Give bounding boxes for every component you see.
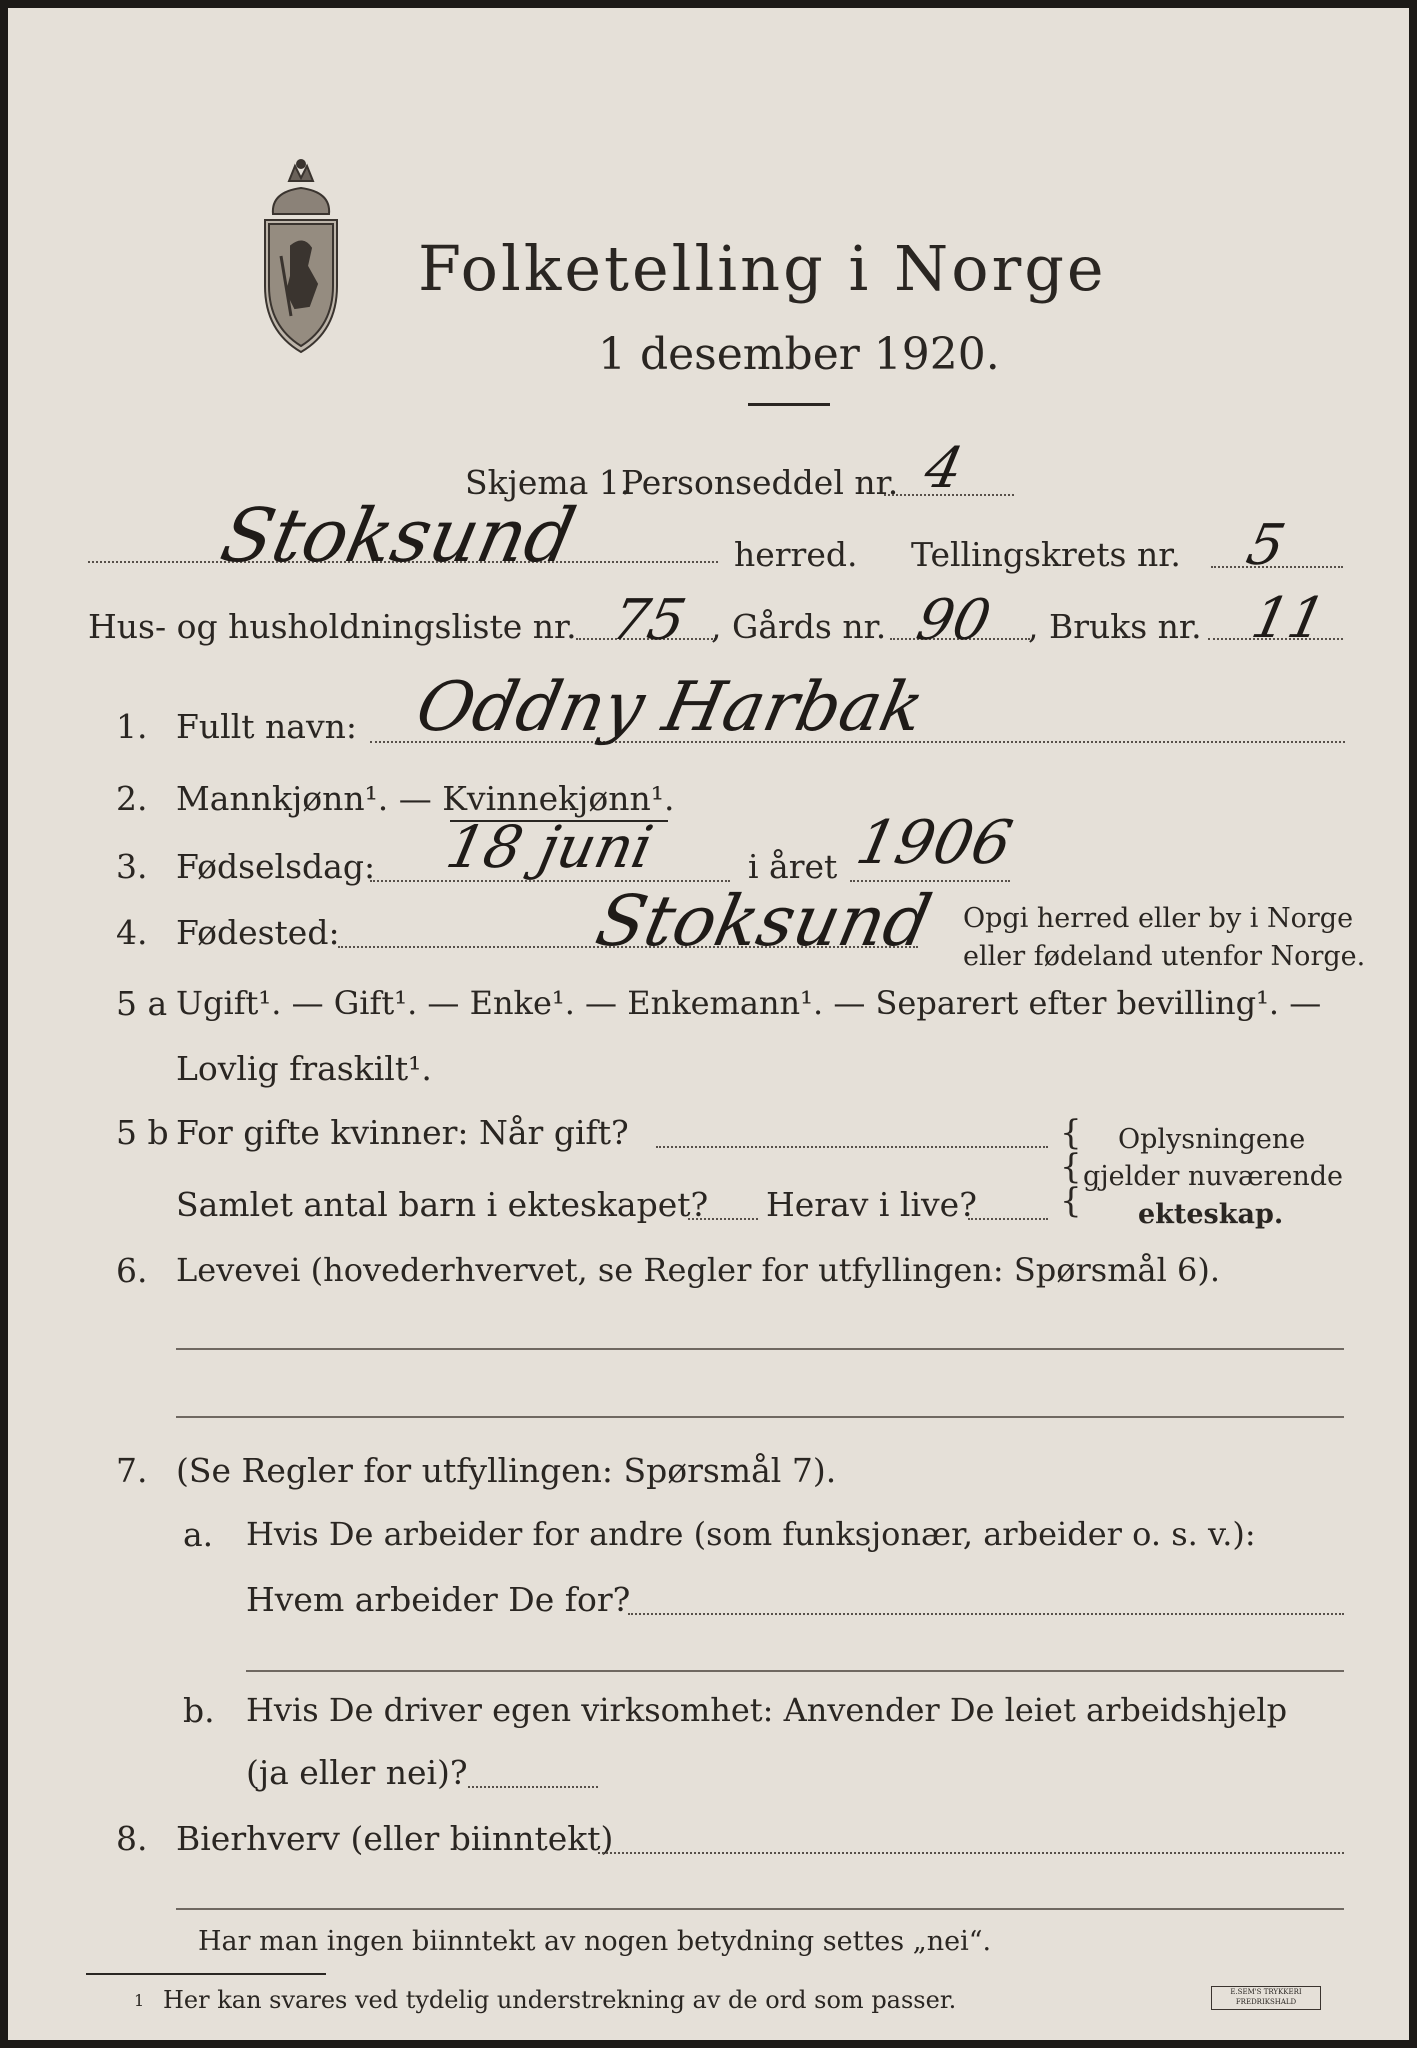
q8-answer-line[interactable] <box>176 1908 1344 1910</box>
q7b-line1: Hvis De driver egen virksomhet: Anvender De leiet arbeidshjelp <box>246 1691 1288 1729</box>
q2-label: Mannkjønn¹. — Kvinnekjønn¹. <box>176 779 675 818</box>
q5b-line2b: Herav i live? <box>766 1185 977 1224</box>
q7a-line1: Hvis De arbeider for andre (som funksjonær, arbeider o. s. v.): <box>246 1515 1256 1553</box>
q2-number: 2. <box>116 779 148 818</box>
footnote-text: Her kan svares ved tydelig understrekning av de ord som passer. <box>163 1986 957 2014</box>
q1-value: Oddny Harbak <box>409 668 931 747</box>
q7b-field[interactable] <box>468 1786 598 1788</box>
census-form-sheet <box>8 8 1409 2040</box>
q8-field[interactable] <box>598 1852 1344 1854</box>
q6-answer-line2[interactable] <box>176 1416 1344 1418</box>
printer-stamp-text: E.SEM'S TRYKKERI FREDRIKSHALD <box>1230 1988 1302 2006</box>
q5a-line1: Ugift¹. — Gift¹. — Enke¹. — Enkemann¹. — Separert efter bevilling¹. — <box>176 984 1322 1022</box>
q3-year-label: i året <box>748 847 838 886</box>
q8-number: 8. <box>116 1819 148 1858</box>
q3-label: Fødselsdag: <box>176 847 376 886</box>
q3-value: 18 juni <box>440 813 659 881</box>
herred-value: Stoksund <box>213 493 583 579</box>
q4-number: 4. <box>116 913 148 952</box>
hus-label: Hus- og husholdningsliste nr. <box>88 607 577 646</box>
q5b-brace: { { { <box>1060 1113 1082 1221</box>
q6-label: Levevei (hovederhvervet, se Regler for utfyllingen: Spørsmål 6). <box>176 1251 1221 1289</box>
q5b-gift-field[interactable] <box>656 1146 1048 1148</box>
q3-year-value: 1906 <box>850 808 1019 878</box>
form-title: Folketelling i Norge <box>418 232 1107 305</box>
printer-stamp <box>1211 1986 1321 2010</box>
bruks-label: , Bruks nr. <box>1028 607 1202 646</box>
q1-number: 1. <box>116 707 148 746</box>
q7b-line2: (ja eller nei)? <box>246 1753 468 1792</box>
q4-note-line1: Opgi herred eller by i Norge <box>963 903 1354 934</box>
coat-of-arms-icon <box>251 156 351 366</box>
herred-label: herred. <box>734 535 858 574</box>
footnote-rule <box>86 1973 326 1975</box>
tellingskrets-value: 5 <box>1241 513 1291 578</box>
schema-label: Skjema 1. <box>465 463 631 502</box>
gards-label: , Gårds nr. <box>711 607 887 646</box>
hus-value: 75 <box>606 588 692 653</box>
form-date: 1 desember 1920. <box>598 329 1000 380</box>
title-rule <box>748 403 830 406</box>
q7-label: (Se Regler for utfyllingen: Spørsmål 7). <box>176 1451 837 1490</box>
bruks-value: 11 <box>1246 586 1332 651</box>
q5b-number: 5 b <box>116 1113 169 1152</box>
q5a-line2: Lovlig fraskilt¹. <box>176 1049 432 1088</box>
q5a-number: 5 a <box>116 984 168 1023</box>
personseddel-label: Personseddel nr. <box>621 463 899 502</box>
q7a-field[interactable] <box>628 1613 1344 1615</box>
footer-note: Har man ingen biinntekt av nogen betydning settes „nei“. <box>198 1926 992 1957</box>
q5b-note-line1: Oplysningene <box>1118 1124 1306 1155</box>
q7-number: 7. <box>116 1451 148 1490</box>
tellingskrets-label: Tellingskrets nr. <box>911 535 1181 574</box>
q8-label: Bierhverv (eller biinntekt) <box>176 1819 614 1858</box>
q5b-note-line2: gjelder nuværende <box>1083 1161 1343 1192</box>
q4-note-line2: eller fødeland utenfor Norge. <box>963 941 1366 972</box>
q6-number: 6. <box>116 1251 148 1290</box>
q5b-note-line3: ekteskap. <box>1138 1199 1284 1230</box>
q7a-line2: Hvem arbeider De for? <box>246 1580 631 1619</box>
q7b-letter: b. <box>183 1691 215 1730</box>
q5b-ilive-field[interactable] <box>968 1218 1048 1220</box>
q7a-answer-line[interactable] <box>246 1670 1344 1672</box>
q5b-line2: Samlet antal barn i ekteskapet? <box>176 1185 709 1224</box>
q6-answer-line1[interactable] <box>176 1348 1344 1350</box>
q4-label: Fødested: <box>176 913 340 952</box>
footnote-mark: 1 <box>134 1991 145 2010</box>
q4-value: Stoksund <box>589 880 939 962</box>
personseddel-value: 4 <box>919 436 969 501</box>
q7a-letter: a. <box>183 1515 214 1554</box>
q1-label: Fullt navn: <box>176 707 357 746</box>
q3-number: 3. <box>116 847 148 886</box>
q5b-line1: For gifte kvinner: Når gift? <box>176 1113 629 1152</box>
gards-value: 90 <box>911 588 997 653</box>
q5b-barn-field[interactable] <box>688 1218 758 1220</box>
